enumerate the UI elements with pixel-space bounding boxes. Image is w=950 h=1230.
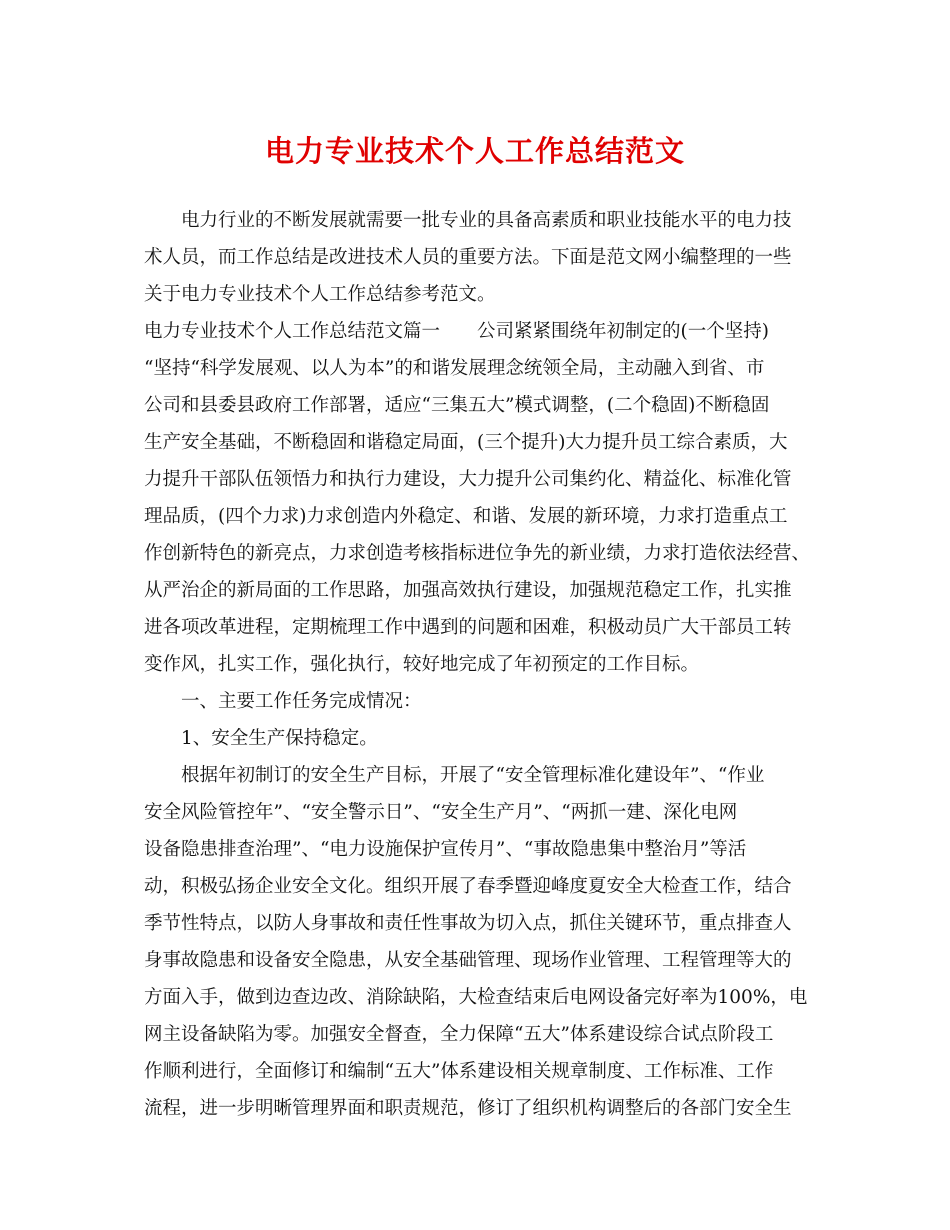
text-line: 电力行业的不断发展就需要一批专业的具备高素质和职业技能水平的电力技 — [181, 210, 792, 231]
text-line: 根据年初制订的安全生产目标，开展了“安全管理标准化建设年”、“作业 — [181, 765, 765, 786]
document-body — [144, 202, 809, 1127]
text-line: 电力专业技术个人工作总结范文篇一 公司紧紧围绕年初制定的(一个坚持) — [144, 321, 769, 342]
text-line: 季节性特点，以防人身事故和责任性事故为切入点，抓住关键环节，重点排查人 — [144, 913, 792, 934]
text-line: 关于电力专业技术个人工作总结参考范文。 — [144, 284, 496, 305]
document-title: 电力专业技术个人工作总结范文 — [264, 134, 685, 168]
text-line: 作创新特色的新亮点，力求创造考核指标进位争先的新业绩，力求打造依法经营、 — [144, 543, 811, 564]
text-line: 流程，进一步明晰管理界面和职责规范，修订了组织机构调整后的各部门安全生 — [144, 1098, 792, 1119]
text-line: 方面入手，做到边查边改、消除缺陷，大检查结束后电网设备完好率为100%，电 — [144, 987, 808, 1008]
text-line: 术人员，而工作总结是改进技术人员的重要方法。下面是范文网小编整理的一些 — [144, 247, 792, 268]
text-line: 动，积极弘扬企业安全文化。组织开展了春季暨迎峰度夏安全大检查工作，结合 — [144, 876, 792, 897]
text-line: “坚持“科学发展观、以人为本”的和谐发展理念统领全局，主动融入到省、市 — [144, 358, 765, 379]
text-line: 网主设备缺陷为零。加强安全督查，全力保障“五大”体系建设综合试点阶段工 — [144, 1024, 774, 1045]
text-line: 理品质，(四个力求)力求创造内外稳定、和谐、发展的新环境，力求打造重点工 — [144, 506, 788, 527]
text-line: 从严治企的新局面的工作思路，加强高效执行建设，加强规范稳定工作，扎实推 — [144, 580, 792, 601]
text-line: 公司和县委县政府工作部署，适应“三集五大”模式调整，(二个稳固)不断稳固 — [144, 395, 770, 416]
text-line: 安全风险管控年”、“安全警示日”、“安全生产月”、“两抓一建、深化电网 — [144, 802, 738, 823]
text-line: 生产安全基础，不断稳固和谐稳定局面，(三个提升)大力提升员工综合素质，大 — [144, 432, 788, 453]
text-line: 力提升干部队伍领悟力和执行力建设，大力提升公司集约化、精益化、标准化管 — [144, 469, 792, 490]
text-line: 身事故隐患和设备安全隐患，从安全基础管理、现场作业管理、工程管理等大的 — [144, 950, 792, 971]
text-line: 进各项改革进程，定期梳理工作中遇到的问题和困难，积极动员广大干部员工转 — [144, 617, 792, 638]
text-line: 作顺利进行，全面修订和编制“五大”体系建设相关规章制度、工作标准、工作 — [144, 1061, 774, 1082]
section-heading: 一、主要工作任务完成情况： — [181, 691, 422, 712]
text-line: 设备隐患排查治理”、“电力设施保护宣传月”、“事故隐患集中整治月”等活 — [144, 839, 747, 860]
text-line: 变作风，扎实工作，强化执行，较好地完成了年初预定的工作目标。 — [144, 654, 700, 675]
subsection-heading: 1、安全生产保持稳定。 — [181, 728, 378, 749]
